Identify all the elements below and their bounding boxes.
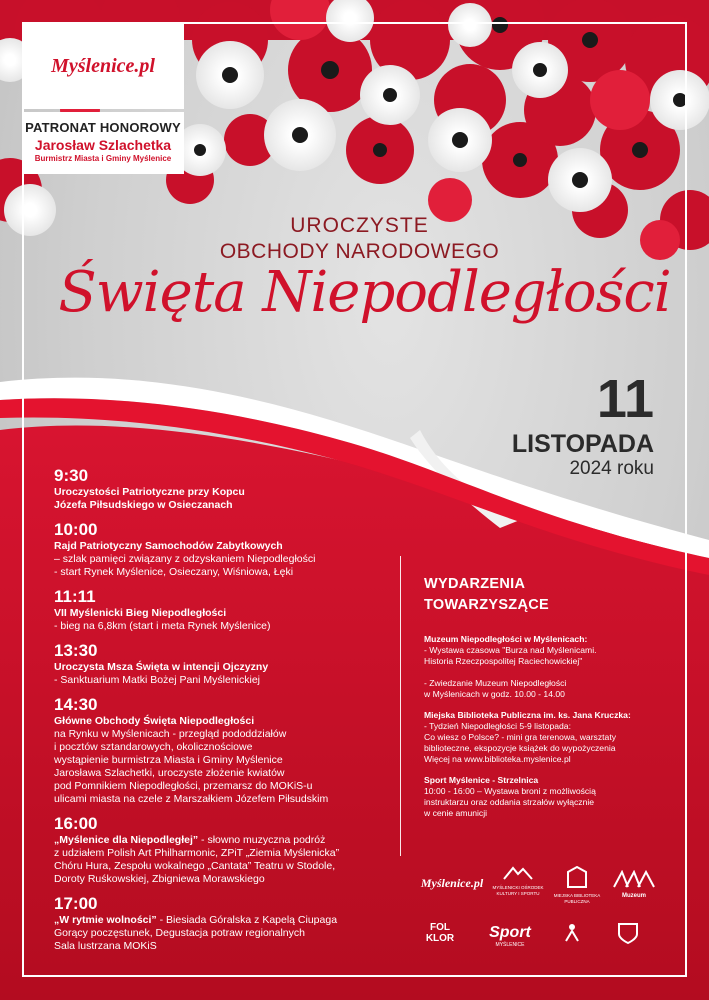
- title-line-1: UROCZYSTE: [290, 214, 429, 237]
- event-item: [54, 520, 394, 579]
- event-description-line: Doroty Ruśkowskiej, Zbigniewa Morawskiego: [54, 873, 265, 885]
- event-description-line: pod Pomnikiem Niepodległości, przemarsz do MOKiS-u: [54, 780, 313, 792]
- event-title: VII Myślenicki Bieg Niepodległości: [54, 607, 227, 619]
- title-main: Święta Niepodległości: [58, 260, 671, 325]
- side-event-line: [424, 667, 664, 678]
- mountain-icon: [503, 866, 533, 880]
- regional-sponsor-logo: [608, 922, 648, 949]
- side-event-title: Sport Myślenice - Strzelnica: [424, 775, 539, 785]
- patron-role: Burmistrz Miasta i Gminy Myślenice: [34, 154, 172, 163]
- event-item: [54, 587, 394, 633]
- side-event-line: Więcej na www.biblioteka.myslenice.pl: [424, 754, 571, 764]
- column-divider: [400, 556, 401, 856]
- events-schedule: [54, 466, 394, 961]
- side-event-line: Co wiesz o Polsce? - mini gra terenowa, warsztaty: [424, 732, 616, 742]
- side-event-line: 10:00 - 16:00 – Wystawa broni z możliwością: [424, 786, 596, 796]
- side-event-line: - Wystawa czasowa "Burza nad Myślenicami.: [424, 645, 597, 655]
- event-title: „W rytmie wolności”: [54, 914, 157, 926]
- patronage-heading: PATRONAT HONOROWY: [25, 120, 181, 135]
- side-event-item: [424, 634, 664, 700]
- date-month: LISTOPADA: [511, 430, 654, 458]
- folklor-sponsor-logo: FOL KLOR: [425, 922, 455, 944]
- museum-icon: [612, 870, 656, 888]
- event-description-line: - bieg na 6,8km (start i meta Rynek Myślenice): [54, 620, 271, 632]
- side-event-line: w Myślenicach w godz. 10.00 - 14.00: [424, 689, 565, 699]
- myslenice-logo-text: Myślenice.pl: [51, 55, 155, 77]
- patron-name: Jarosław Szlachetka: [34, 137, 172, 153]
- event-title: Uroczysta Msza Święta w intencji Ojczyzny: [54, 661, 269, 673]
- event-description-line: Chóru Hura, Zespołu wokalnego „Cantata” Teatru w Stodole,: [54, 860, 336, 872]
- accompanying-events-heading-1: WYDARZENIA: [424, 576, 526, 592]
- accompanying-events-heading-2: TOWARZYSZĄCE: [424, 597, 549, 613]
- event-item: [54, 695, 394, 806]
- event-time: 14:30: [54, 695, 98, 714]
- event-description-line: Jarosława Szlachetki, uroczyste złożenie kwiatów: [54, 767, 285, 779]
- event-description-text: - Biesiada Góralska z Kapelą Ciupaga: [159, 914, 338, 926]
- event-description-line: z udziałem Polish Art Philharmonic, ZPiT „Ziemia Myślenicka”: [54, 847, 340, 859]
- event-title: Uroczystości Patriotyczne przy Kopcu: [54, 486, 245, 498]
- event-title: Główne Obchody Święta Niepodległości: [54, 715, 255, 727]
- event-time: 10:00: [54, 520, 98, 539]
- event-item: [54, 466, 394, 512]
- side-event-line: instruktarzu oraz oddania strzałów wyłącznie: [424, 797, 595, 807]
- honorary-patronage-box: [22, 112, 184, 174]
- accompanying-events: [424, 574, 664, 829]
- event-description-line: [54, 914, 394, 927]
- event-description-line: – szlak pamięci związany z odzyskaniem Niepodległości: [54, 553, 316, 565]
- crest-icon: [616, 922, 640, 944]
- side-event-line: - Zwiedzanie Muzeum Niepodległości: [424, 678, 567, 688]
- side-event-line: Historia Rzeczpospolitej Raciechowickiej": [424, 656, 583, 666]
- event-description-line: Gorący poczęstunek, Degustacja potraw regionalnych: [54, 927, 305, 939]
- sport-sponsor-logo: Sport MYŚLENICE: [489, 924, 531, 948]
- side-event-line: w cenie amunicji: [424, 808, 488, 818]
- side-event-line: - Tydzień Niepodległości 5-9 listopada:: [424, 721, 571, 731]
- event-time: 16:00: [54, 814, 98, 833]
- myslenice-logo: [22, 24, 184, 109]
- title-line-2: OBCHODY NARODOWEGO: [219, 240, 500, 263]
- sponsor-logos: [418, 866, 668, 966]
- event-time: 13:30: [54, 641, 98, 660]
- event-description-line: - start Rynek Myślenice, Osieczany, Wiśniowa, Łęki: [54, 566, 294, 578]
- event-description-line: Sala lustrzana MOKiS: [54, 940, 157, 952]
- event-item: [54, 641, 394, 687]
- event-time: 17:00: [54, 894, 98, 913]
- date-year: 2024 roku: [569, 458, 654, 479]
- side-event-title: Muzeum Niepodległości w Myślenicach:: [424, 634, 588, 644]
- dancer-icon: [562, 922, 582, 942]
- event-title-line-2: Józefa Piłsudskiego w Osieczanach: [54, 499, 233, 511]
- side-event-item: [424, 710, 664, 765]
- museum-sponsor-logo: Muzeum: [608, 870, 660, 899]
- event-description-line: [54, 834, 394, 847]
- side-event-item: [424, 775, 664, 819]
- myslenice-sponsor-logo: Myślenice.pl: [420, 876, 484, 890]
- event-item: [54, 894, 394, 953]
- event-description-line: wystąpienie burmistrza Miasta i Gminy Myślenice: [54, 754, 283, 766]
- event-title: „Myślenice dla Niepodległej”: [54, 834, 199, 846]
- library-sponsor-logo: MIEJSKA BIBLIOTEKA PUBLICZNA: [552, 866, 602, 905]
- event-title: Rajd Patriotyczny Samochodów Zabytkowych: [54, 540, 283, 552]
- event-item: [54, 814, 394, 886]
- date-day: 11: [596, 369, 654, 429]
- event-description-line: na Rynku w Myślenicach - przegląd pododdziałów: [54, 728, 287, 740]
- pioneer-house-sponsor-logo: [552, 922, 592, 947]
- event-description-line: ulicami miasta na czele z Marszałkiem Józefem Piłsudskim: [54, 793, 329, 805]
- event-description-text: - słowno muzyczna podróż: [201, 834, 326, 846]
- side-event-title: Miejska Biblioteka Publiczna im. ks. Jana Kruczka:: [424, 710, 631, 720]
- side-event-line: biblioteczne, ekspozycje książek do wypożyczenia: [424, 743, 616, 753]
- event-time: 9:30: [54, 466, 89, 485]
- mokis-sponsor-logo: MYŚLENICKI OŚRODEK KULTURY I SPORTU: [490, 866, 546, 897]
- event-time: 11:11: [54, 587, 96, 606]
- library-building-icon: [566, 866, 588, 888]
- event-description-line: - Sanktuarium Matki Bożej Pani Myślenickiej: [54, 674, 260, 686]
- event-description-line: i pocztów sztandarowych, okolicznościowe: [54, 741, 253, 753]
